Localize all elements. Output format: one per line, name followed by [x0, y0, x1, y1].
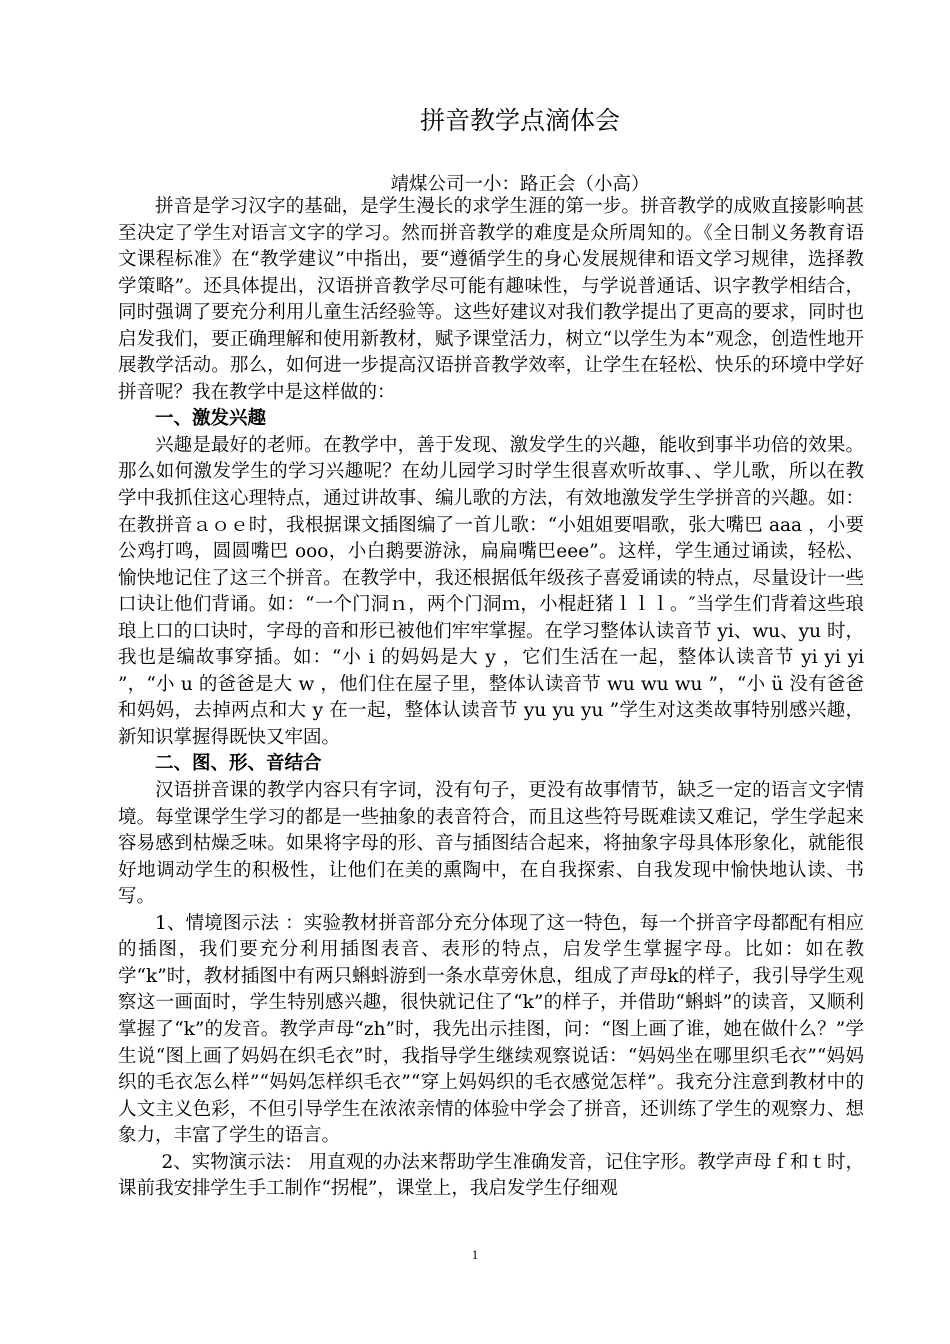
document-title: 拼音教学点滴体会 — [419, 106, 620, 135]
paragraph-intro: 拼音是学习汉字的基础，是学生漫长的求学生涯的第一步。拼音教学的成败直接影响甚至决定了学生对语言文字的学习。然而拼音教学的难度是众所周知的。《全日制义务教育语文课程标准》在“教学建议”中指出，要“遵循学生的身心发展规律和语文学习规律，选择教学策略”。还具体提出，汉语拼音教学尽可能有趣味性，与学说普通话、识字教学相结合，同时强调了要充分利用儿童生活经验等。这些好建议对我们教学提出了更高的要求，同时也启发我们，要正确理解和使用新教材，赋予课堂活力，树立“以学生为本”观念，创造性地开展教学活动。那么，如何进一步提高汉语拼音教学效率，让学生在轻松、快乐的环境中学好拼音呢？我在教学中是这样做的： — [118, 196, 864, 403]
paragraph-section2-item2: 2、实物演示法： 用直观的办法来帮助学生准确发音，记住字形。教学声母ｆ和ｔ时，课前我安排学生手工制作“拐棍”，课堂上，我启发学生仔细观 — [118, 1151, 864, 1200]
section-heading-1: 一、激发兴趣 — [155, 408, 267, 430]
paragraph-section2: 汉语拼音课的教学内容只有字词，没有句子，更没有故事情节，缺乏一定的语言文字情境。每堂课学生学习的都是一些抽象的表音符合，而且这些符号既难读又难记，学生学起来容易感到枯燥乏味。如果将字母的形、音与插图结合起来，将抽象字母具体形象化，就能很好地调动学生的积极性，让他们在美的熏陶中，在自我探索、自我发现中愉快地认读、书写。 — [118, 780, 864, 908]
page-number: 1 — [471, 1247, 479, 1262]
author-line: 靖煤公司一小：路正会（小高） — [390, 174, 650, 195]
paragraph-section2-item1: 1、情境图示法 ：实验教材拼音部分充分体现了这一特色，每一个拼音字母都配有相应的插图，我们要充分利用插图表音、表形的特点，启发学生掌握字母。比如：如在教学“k”时，教材插图中有两只蝌蚪游到一条水草旁休息，组成了声母k的样子，我引导学生观察这一画面时，学生特别感兴趣，很快就记住了“k”的样子，并借助“蝌蚪”的读音，又顺利掌握了“k”的发音。教学声母“zh”时，我先出示挂图，问：“图上画了谁，她在做什么？”学生说“图上画了妈妈在织毛衣”时，我指导学生继续观察说话：“妈妈坐在哪里织毛衣”“妈妈织的毛衣怎么样”“妈妈怎样织毛衣”“穿上妈妈织的毛衣感觉怎样”。我充分注意到教材中的人文主义色彩，不但引导学生在浓浓亲情的体验中学会了拼音，还训练了学生的观察力、想象力，丰富了学生的语言。 — [118, 912, 864, 1147]
paragraph-section1: 兴趣是最好的老师。在教学中，善于发现、激发学生的兴趣，能收到事半功倍的效果。那么如何激发学生的学习兴趣呢？在幼儿园学习时学生很喜欢听故事、、学儿歌，所以在教学中我抓住这心理特点，通过讲故事、编儿歌的方法，有效地激发学生学拼音的兴趣。如：在教拼音ａｏｅ时，我根据课文插图编了一首儿歌：“小姐姐要唱歌，张大嘴巴 aaa ，小要公鸡打鸣，圆圆嘴巴 ooo，小白鹅要游泳，扁扁嘴巴eee”。这样，学生通过诵读，轻松、愉快地记住了这三个拼音。在教学中，我还根据低年级孩子喜爱诵读的特点，尽量设计一些口诀让他们背诵。如：“一个门洞ｎ，两个门洞ｍ，小棍赶猪ｌｌｌ。″当学生们背着这些琅琅上口的口诀时，字母的音和形已被他们牢牢掌握。在学习整体认读音节 yi、wu、yu 时，我也是编故事穿插。如：“小 i 的妈妈是大 y ，它们生活在一起，整体认读音节 yi yi yi ”，“小 u 的爸爸是大 w ，他们住在屋子里，整体认读音节 wu wu wu ”，“小 ü 没有爸爸和妈妈，去掉两点和大 y 在一起，整体认读音节 yu yu yu ”学生对这类故事特别感兴趣，新知识掌握得既快又牢固。 — [118, 434, 864, 748]
document-body — [118, 194, 864, 1203]
section-heading-2: 二、图、形、音结合 — [155, 753, 322, 775]
